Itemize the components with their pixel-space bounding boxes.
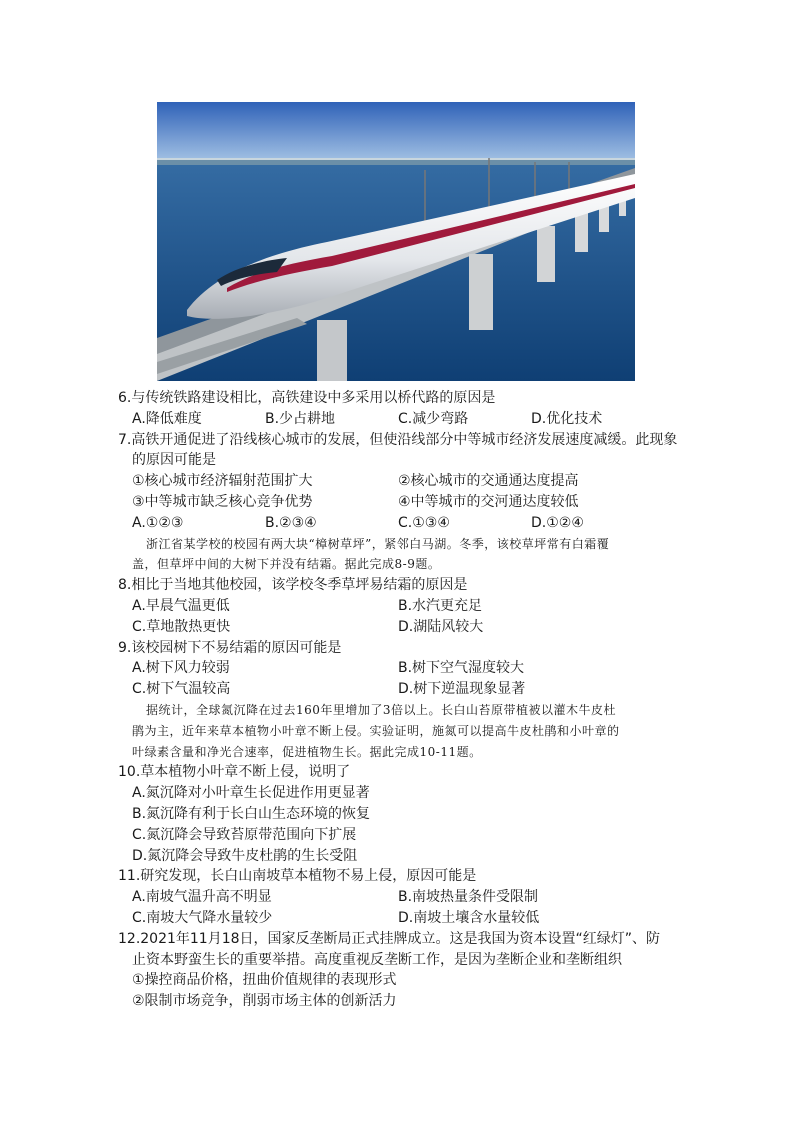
question-12-stem-line1: 12.2021年11月18日，国家反垄断局正式挂牌成立。这是我国为资本设置“红绿灯”、防: [118, 930, 661, 947]
exam-questions: [118, 388, 678, 1012]
question-9-options-row2: [118, 679, 678, 700]
question-6-stem: 6.与传统铁路建设相比，高铁建设中多采用以桥代路的原因是: [118, 390, 496, 406]
question-7-option-d: D.①②④: [531, 514, 584, 531]
question-7-statement-4: ④中等城市的交河通达度较低: [398, 493, 579, 510]
question-11-options-row1: [118, 887, 678, 908]
question-12-stem-line2: 止资本野蛮生长的重要举措。高度重视反垄断工作，是因为垄断企业和垄断组织: [132, 951, 622, 968]
question-9-stem: 9.该校园树下不易结霜的原因可能是: [118, 639, 342, 656]
question-11-option-b: B.南坡热量条件受限制: [398, 889, 539, 906]
question-7-option-c: C.①③④: [398, 514, 450, 531]
question-8-option-c: C.草地散热更快: [132, 618, 231, 635]
question-7-statements-row2: [118, 492, 678, 513]
question-10-option-a: A.氮沉降对小叶章生长促进作用更显著: [132, 785, 370, 802]
question-6-option-c: C.减少弯路: [398, 410, 469, 427]
question-8-options-row2: [118, 617, 678, 638]
passage-1-line2: 盖，但草坪中间的大树下并没有结霜。据此完成8-9题。: [132, 557, 441, 572]
passage-2-line1: 据统计，全球氮沉降在过去160年里增加了3倍以上。长白山苔原带植被以灌木牛皮杜: [146, 702, 617, 717]
question-11-stem: 11.研究发现，长白山南坡草本植物不易上侵，原因可能是: [118, 868, 477, 885]
high-speed-train-photo: [157, 102, 635, 381]
question-10-option-c: C.氮沉降会导致苔原带范围向下扩展: [132, 826, 357, 843]
question-11-options-row2: [118, 908, 678, 929]
question-7-stem-line1: 7.高铁开通促进了沿线核心城市的发展，但使沿线部分中等城市经济发展速度减缓。此现象: [118, 431, 678, 448]
question-6-option-a: A.降低难度: [132, 410, 202, 427]
question-8-option-d: D.湖陆风较大: [398, 618, 484, 635]
passage-2-line3: 叶绿素含量和净光合速率，促进植物生长。据此完成10-11题。: [132, 744, 482, 759]
question-6-option-b: B.少占耕地: [265, 410, 336, 427]
question-12-statement-1: ①操控商品价格，扭曲价值规律的表现形式: [132, 972, 397, 989]
question-8-options-row1: [118, 596, 678, 617]
question-9-option-a: A.树下风力较弱: [132, 660, 230, 677]
question-6-option-d: D.优化技术: [531, 410, 603, 427]
question-9-option-d: D.树下逆温现象显著: [398, 681, 526, 698]
question-7-stem-line2: 的原因可能是: [132, 452, 216, 469]
question-7-statement-3: ③中等城市缺乏核心竞争优势: [132, 493, 313, 510]
question-7-statement-1: ①核心城市经济辐射范围扩大: [132, 473, 313, 490]
passage-1-line1: 浙江省某学校的校园有两大块“樟树草坪”，紧邻白马湖。冬季，该校草坪常有白霜覆: [146, 536, 610, 551]
question-12-statement-2: ②限制市场竞争，削弱市场主体的创新活力: [132, 993, 397, 1010]
question-11-option-d: D.南坡土壤含水量较低: [398, 909, 540, 926]
question-8-stem: 8.相比于当地其他校园，该学校冬季草坪易结霜的原因是: [118, 577, 468, 594]
question-10-stem: 10.草本植物小叶章不断上侵，说明了: [118, 764, 351, 781]
question-9-options-row1: [118, 658, 678, 679]
question-10-option-d: D.氮沉降会导致牛皮杜鹃的生长受阻: [132, 847, 358, 864]
passage-2-line2: 鹃为主，近年来草本植物小叶章不断上侵。实验证明，施氮可以提高牛皮杜鹃和小叶章的: [132, 723, 620, 738]
question-11-option-c: C.南坡大气降水量较少: [132, 909, 273, 926]
question-11-option-a: A.南坡气温升高不明显: [132, 889, 272, 906]
question-7-statements-row1: [118, 471, 678, 492]
question-9-option-c: C.树下气温较高: [132, 681, 231, 698]
question-7-statement-2: ②核心城市的交通通达度提高: [398, 473, 579, 490]
question-7-options: [118, 513, 678, 534]
question-9-option-b: B.树下空气湿度较大: [398, 660, 525, 677]
question-6-options: [118, 409, 678, 430]
question-10-option-b: B.氮沉降有利于长白山生态环境的恢复: [132, 805, 371, 822]
question-7-option-b: B.②③④: [265, 514, 317, 531]
question-8-option-b: B.水汽更充足: [398, 597, 483, 614]
question-8-option-a: A.早晨气温更低: [132, 597, 230, 614]
question-7-option-a: A.①②③: [132, 514, 184, 531]
